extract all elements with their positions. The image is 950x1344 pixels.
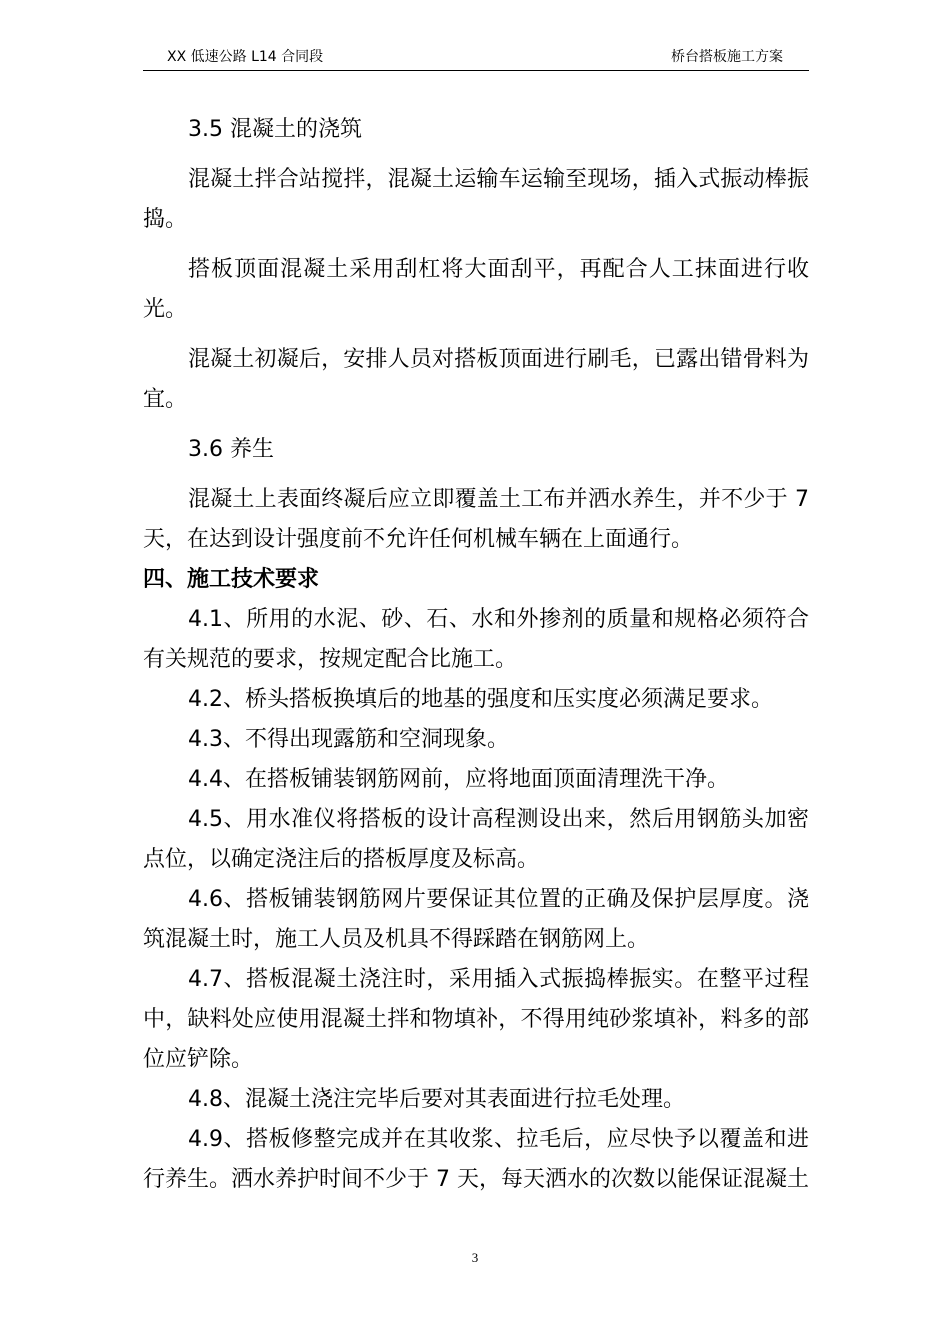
item-4-3: 4.3、不得出现露筋和空洞现象。 [188, 727, 509, 752]
item-4-9: 4.9、搭板修整完成并在其收浆、拉毛后，应尽快予以覆盖和进行养生。洒水养护时间不少于 7 天，每天洒水的次数以能保证混凝土 [143, 1127, 809, 1192]
section-4-title: 四、施工技术要求 [143, 567, 320, 592]
item-4-2: 4.2、桥头搭板换填后的地基的强度和压实度必须满足要求。 [188, 687, 773, 712]
section-3-5-paragraph-1: 混凝土拌合站搅拌，混凝土运输车运输至现场，插入式振动棒振捣。 [143, 167, 809, 232]
item-4-4: 4.4、在搭板铺装钢筋网前，应将地面顶面清理洗干净。 [188, 767, 729, 792]
item-4-5: 4.5、用水准仪将搭板的设计高程测设出来，然后用钢筋头加密点位，以确定浇注后的搭板厚度及标高。 [143, 807, 809, 872]
item-4-1: 4.1、所用的水泥、砂、石、水和外掺剂的质量和规格必须符合有关规范的要求，按规定配合比施工。 [143, 607, 809, 672]
page-number: 3 [471, 1250, 479, 1265]
section-3-5-paragraph-3: 混凝土初凝后，安排人员对搭板顶面进行刷毛，已露出错骨料为宜。 [143, 347, 809, 412]
item-4-6: 4.6、搭板铺装钢筋网片要保证其位置的正确及保护层厚度。浇筑混凝土时，施工人员及机具不得踩踏在钢筋网上。 [143, 887, 809, 952]
item-4-8: 4.8、混凝土浇注完毕后要对其表面进行拉毛处理。 [188, 1087, 685, 1112]
header-project-name: XX 低速公路 L14 合同段 [167, 49, 324, 65]
section-3-5-paragraph-2: 搭板顶面混凝土采用刮杠将大面刮平，再配合人工抹面进行收光。 [143, 257, 809, 322]
document-body [143, 110, 809, 1200]
header-document-title: 桥台搭板施工方案 [671, 49, 783, 65]
section-3-6-paragraph-1: 混凝土上表面终凝后应立即覆盖土工布并洒水养生，并不少于 7 天，在达到设计强度前不允许任何机械车辆在上面通行。 [143, 487, 809, 552]
item-4-7: 4.7、搭板混凝土浇注时，采用插入式振捣棒振实。在整平过程中，缺料处应使用混凝土拌和物填补，不得用纯砂浆填补，料多的部位应铲除。 [143, 967, 809, 1072]
page-header [143, 38, 809, 71]
section-3-6-title: 3.6 养生 [188, 437, 274, 462]
section-3-5-title: 3.5 混凝土的浇筑 [188, 117, 362, 142]
